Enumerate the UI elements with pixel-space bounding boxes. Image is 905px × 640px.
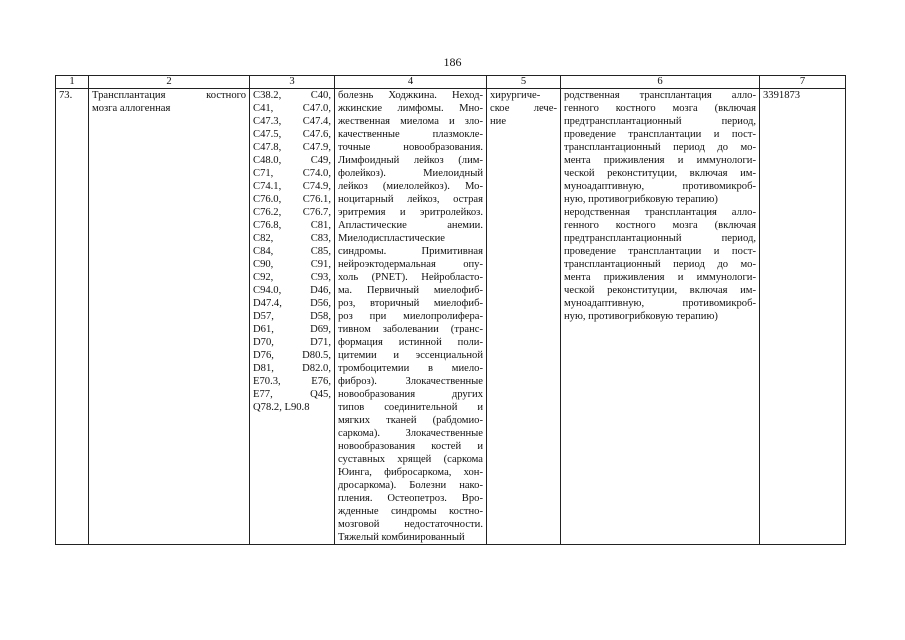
code-line	[253, 245, 331, 258]
text-line: мозга аллогенная	[92, 103, 171, 114]
text-line: новообразования других	[338, 389, 483, 400]
icd-code: C47.3,	[253, 116, 282, 127]
icd-code: C47.0,	[302, 103, 331, 114]
table-row	[56, 89, 846, 545]
icd-code: D71,	[310, 337, 331, 348]
icd-code: C94.0,	[253, 285, 282, 296]
icd-code: D56,	[310, 298, 331, 309]
treatment-method-cell	[561, 89, 760, 545]
text-line: дросаркома). Болезни нако-	[338, 480, 483, 491]
icd-codes-cell	[250, 89, 335, 545]
icd-code: Q78.2, L90.8	[253, 402, 310, 413]
text-line: мента приживления и иммунологи-	[564, 272, 756, 283]
icd-code: C49,	[310, 155, 331, 166]
text-line: пления. Остеопетроз. Вро-	[338, 493, 483, 504]
code-line	[253, 232, 331, 245]
icd-code: C74.9,	[302, 181, 331, 192]
code-line	[253, 154, 331, 167]
row-number-cell	[56, 89, 89, 545]
text-line: лейкоз (миелолейкоз). Мо-	[338, 181, 483, 192]
text-line: жденные синдромы костно-	[338, 506, 483, 517]
medical-care-table	[55, 75, 846, 545]
code-line	[253, 180, 331, 193]
text-line: синдромы. Примитивная	[338, 246, 483, 257]
text-line: цитемии и эссенциальной	[338, 350, 483, 361]
page-number: 186	[443, 55, 462, 69]
icd-code: C47.5,	[253, 129, 282, 140]
code-line	[253, 388, 331, 401]
text-line: Тяжелый комбинированный	[338, 532, 465, 543]
code-line	[253, 89, 331, 102]
code-line	[253, 141, 331, 154]
icd-code: C41,	[253, 103, 274, 114]
icd-code: C40,	[310, 90, 331, 101]
text-line: генного костного мозга (включая	[564, 103, 756, 114]
treatment-method	[564, 89, 756, 323]
code-line	[253, 219, 331, 232]
header-row	[56, 76, 846, 89]
diagnosis-cell	[335, 89, 487, 545]
text-line: саркома). Злокачественные	[338, 428, 483, 439]
icd-code: D47.4,	[253, 298, 282, 309]
icd-code: D81,	[253, 363, 274, 374]
text-line: нейроэктодермальная опу-	[338, 259, 483, 270]
row-number: 73.	[59, 90, 73, 101]
text-line: неродственная трансплантация алло-	[564, 207, 756, 218]
code-line	[253, 310, 331, 323]
text-line: ноцитарный лейкоз, острая	[338, 194, 483, 205]
text-line: фолейкоз). Миелоидный	[338, 168, 483, 179]
text-line: мягких тканей (рабдомио-	[338, 415, 483, 426]
text-line: тромбоцитемии в миело-	[338, 363, 483, 374]
header-cell-6: 6	[561, 76, 760, 89]
code-line	[253, 297, 331, 310]
code-line	[253, 284, 331, 297]
cost-value: 3391873	[763, 90, 801, 101]
icd-code: C85,	[310, 246, 331, 257]
text-line: точные новообразования.	[338, 142, 483, 153]
text-line: ческой реконституции, включая им-	[564, 168, 756, 179]
code-line	[253, 128, 331, 141]
text-line: жкинские лимфомы. Мно-	[338, 103, 483, 114]
text-line: тивном заболевании (транс-	[338, 324, 483, 335]
code-line	[253, 193, 331, 206]
text-line: формация истинной поли-	[338, 337, 483, 348]
icd-code: C74.1,	[253, 181, 282, 192]
header-cell-3: 3	[250, 76, 335, 89]
code-line	[253, 349, 331, 362]
cost-cell	[760, 89, 846, 545]
text-line: генного костного мозга (включая	[564, 220, 756, 231]
code-line	[253, 258, 331, 271]
text-line: холь (PNET). Нейробласто-	[338, 272, 483, 283]
icd-code: C81,	[310, 220, 331, 231]
text-line: ское лече-	[490, 103, 557, 114]
text-line: качественные плазмокле-	[338, 129, 483, 140]
text-line: жественная миелома и зло-	[338, 116, 483, 127]
text-line: фиброз). Злокачественные	[338, 376, 483, 387]
icd-code: C76.1,	[302, 194, 331, 205]
icd-codes	[253, 89, 331, 414]
code-line	[253, 102, 331, 115]
text-line: Миелодиспластические	[338, 233, 446, 244]
text-line: суставных хрящей (саркома	[338, 454, 483, 465]
icd-code: D46,	[310, 285, 331, 296]
text-line: болезнь Ходжкина. Неход-	[338, 90, 483, 101]
text-line: трансплантационный период до мо-	[564, 142, 756, 153]
text-line: Юинга, фибросаркома, хон-	[338, 467, 483, 478]
icd-code: C83,	[310, 233, 331, 244]
header-cell-7: 7	[760, 76, 846, 89]
text-line: мента приживления и иммунологи-	[564, 155, 756, 166]
icd-code: C47.8,	[253, 142, 282, 153]
code-line	[253, 362, 331, 375]
treatment-type-cell	[487, 89, 561, 545]
header-cell-5: 5	[487, 76, 561, 89]
code-line	[253, 401, 331, 414]
icd-code: C71,	[253, 168, 274, 179]
text-line: типов соединительной и	[338, 402, 483, 413]
text-line: ную, противогрибковую терапию)	[564, 311, 718, 322]
code-line	[253, 271, 331, 284]
icd-code: D58,	[310, 311, 331, 322]
header-cell-2: 2	[89, 76, 250, 89]
text-line: проведение трансплантации и пост-	[564, 246, 756, 257]
icd-code: D61,	[253, 324, 274, 335]
icd-code: D82.0,	[302, 363, 331, 374]
code-line	[253, 336, 331, 349]
icd-code: C91,	[310, 259, 331, 270]
icd-code: D57,	[253, 311, 274, 322]
icd-code: C76.0,	[253, 194, 282, 205]
icd-code: C74.0,	[302, 168, 331, 179]
icd-code: C82,	[253, 233, 274, 244]
procedure-name	[92, 89, 246, 115]
icd-code: D69,	[310, 324, 331, 335]
text-line: ние	[490, 116, 507, 127]
icd-code: C47.9,	[302, 142, 331, 153]
icd-code: C47.6,	[302, 129, 331, 140]
code-line	[253, 323, 331, 336]
text-line: роз, вторичный миелофиб-	[338, 298, 483, 309]
icd-code: D70,	[253, 337, 274, 348]
text-line: муноадаптивную, противомикроб-	[564, 298, 756, 309]
text-line: ческой реконституции, включая им-	[564, 285, 756, 296]
icd-code: E76,	[311, 376, 331, 387]
text-line: мозговой недостаточности.	[338, 519, 483, 530]
code-line	[253, 375, 331, 388]
icd-code: C48.0,	[253, 155, 282, 166]
code-line	[253, 115, 331, 128]
icd-code: C76.8,	[253, 220, 282, 231]
icd-code: E70.3,	[253, 376, 281, 387]
icd-code: Q45,	[310, 389, 331, 400]
treatment-type	[490, 89, 557, 128]
icd-code: C76.2,	[253, 207, 282, 218]
text-line: Лимфоидный лейкоз (лим-	[338, 155, 483, 166]
icd-code: C93,	[310, 272, 331, 283]
text-line: родственная трансплантация алло-	[564, 90, 756, 101]
header-cell-1: 1	[56, 76, 89, 89]
text-line: новообразования костей и	[338, 441, 483, 452]
text-line: муноадаптивную, противомикроб-	[564, 181, 756, 192]
icd-code: C47.4,	[302, 116, 331, 127]
icd-code: E77,	[253, 389, 273, 400]
text-line: предтрансплантационный период,	[564, 233, 756, 244]
text-line: Трансплантация костного	[92, 90, 246, 101]
text-line: эритремия и эритролейкоз.	[338, 207, 483, 218]
text-line: роз при миелопролифера-	[338, 311, 483, 322]
text-line: предтрансплантационный период,	[564, 116, 756, 127]
header-cell-4: 4	[335, 76, 487, 89]
icd-code: C90,	[253, 259, 274, 270]
diagnosis-text	[338, 89, 483, 544]
icd-code: C38.2,	[253, 90, 282, 101]
procedure-name-cell	[89, 89, 250, 545]
text-line: ную, противогрибковую терапию)	[564, 194, 718, 205]
text-line: проведение трансплантации и пост-	[564, 129, 756, 140]
text-line: Апластические анемии.	[338, 220, 483, 231]
code-line	[253, 167, 331, 180]
icd-code: D80.5,	[302, 350, 331, 361]
icd-code: D76,	[253, 350, 274, 361]
text-line: ма. Первичный миелофиб-	[338, 285, 483, 296]
text-line: трансплантационный период до мо-	[564, 259, 756, 270]
code-line	[253, 206, 331, 219]
icd-code: C76.7,	[302, 207, 331, 218]
text-line: хирургиче-	[490, 90, 541, 101]
icd-code: C84,	[253, 246, 274, 257]
icd-code: C92,	[253, 272, 274, 283]
